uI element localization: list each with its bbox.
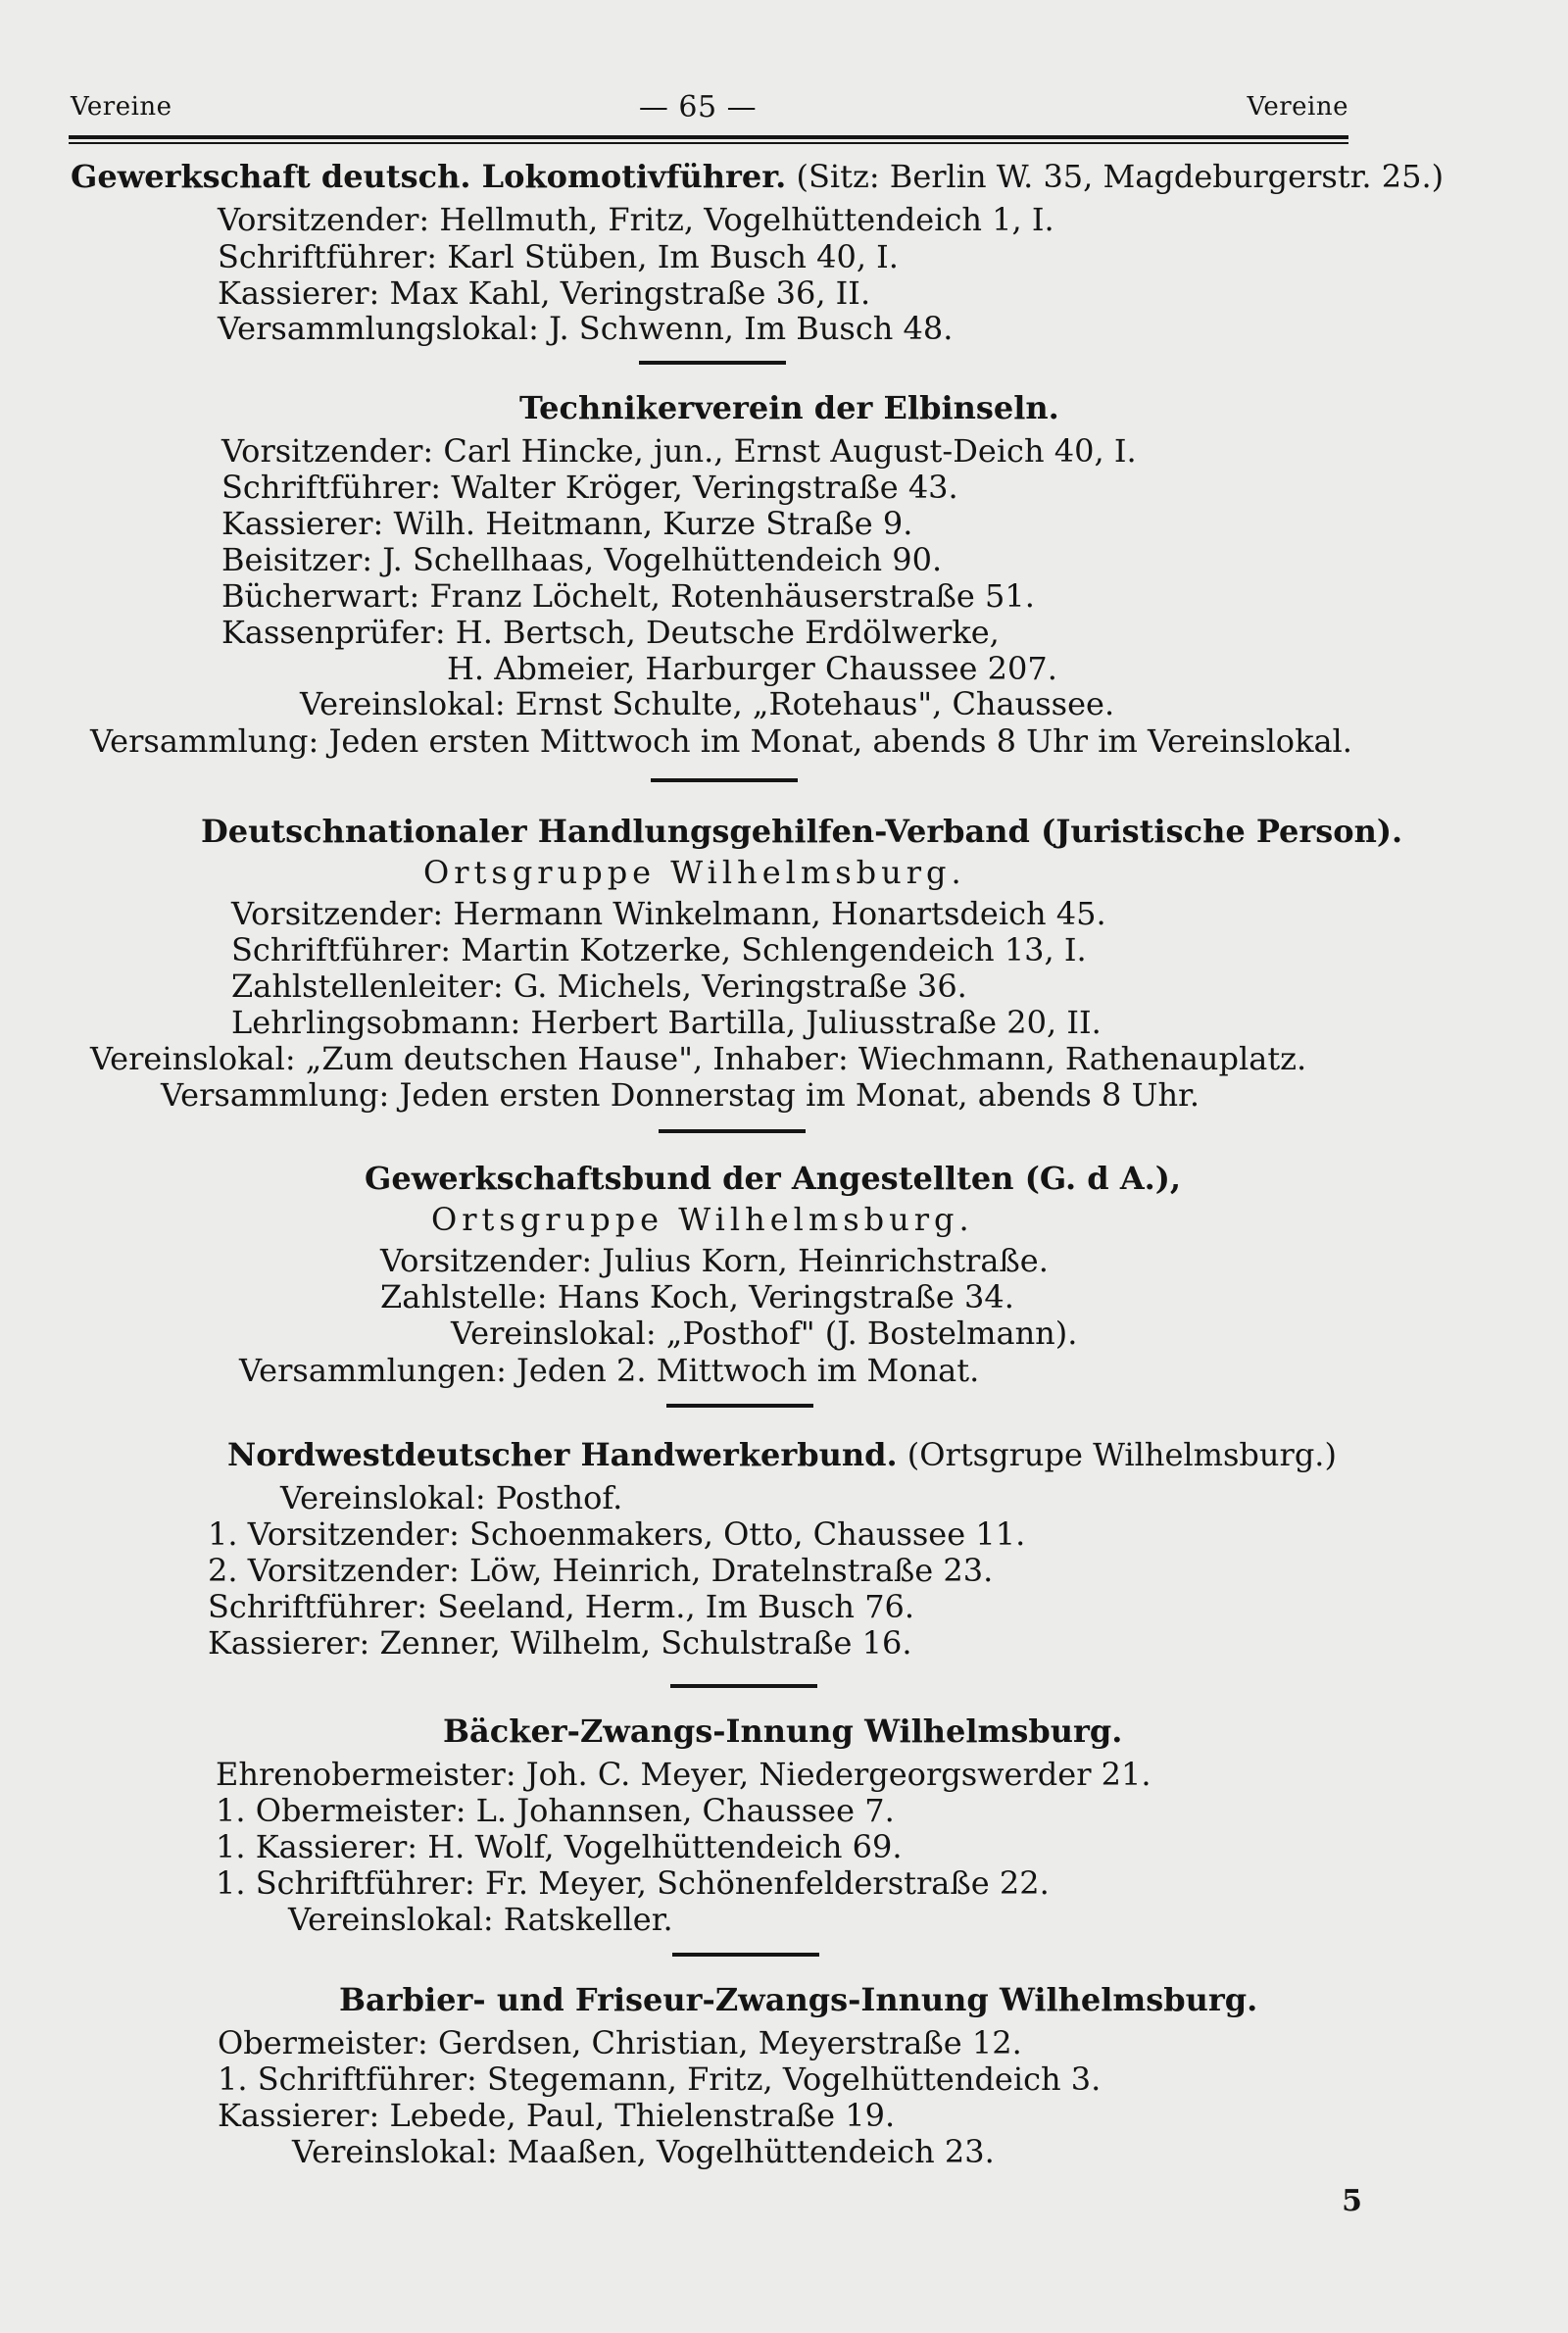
section-7-title: Barbier- und Friseur-Zwangs-Innung Wilhelmsburg.	[339, 1981, 1258, 2018]
section-7-line-4: Vereinslokal: Maaßen, Vogelhüttendeich 23.	[292, 2133, 995, 2170]
page-number: — 65 —	[638, 90, 758, 124]
section-2-line-5: Bücherwart: Franz Löchelt, Rotenhäuserstraße 51.	[221, 577, 1035, 615]
section-separator	[666, 1404, 813, 1408]
section-5-line-1: Vereinslokal: Posthof.	[280, 1479, 623, 1516]
section-5-line-3: 2. Vorsitzender: Löw, Heinrich, Dratelnstraße 23.	[208, 1552, 994, 1589]
section-separator	[651, 778, 798, 782]
section-2-line-7: H. Abmeier, Harburger Chaussee 207.	[447, 650, 1057, 687]
section-2-line-9: Versammlung: Jeden ersten Mittwoch im Monat, abends 8 Uhr im Vereinslokal.	[90, 722, 1352, 760]
section-1-line-4: Versammlungslokal: J. Schwenn, Im Busch 48.	[218, 310, 954, 347]
section-6-line-4: 1. Schriftführer: Fr. Meyer, Schönenfelderstraße 22.	[216, 1864, 1050, 1902]
section-5-title: Nordwestdeutscher Handwerkerbund.	[227, 1436, 898, 1473]
section-3-line-3: Zahlstellenleiter: G. Michels, Veringstraße 36.	[231, 968, 967, 1005]
signature-mark: 5	[1342, 2184, 1362, 2218]
section-5-line-2: 1. Vorsitzender: Schoenmakers, Otto, Chaussee 11.	[208, 1515, 1026, 1553]
section-3-line-5: Vereinslokal: „Zum deutschen Hause", Inhaber: Wiechmann, Rathenauplatz.	[90, 1040, 1307, 1077]
section-2-line-8: Vereinslokal: Ernst Schulte, „Rotehaus", Chaussee.	[300, 685, 1115, 722]
section-2-line-1: Vorsitzender: Carl Hincke, jun., Ernst August-Deich 40, I.	[221, 432, 1137, 470]
section-5-heading-row	[227, 1437, 1337, 1472]
section-1-line-1: Vorsitzender: Hellmuth, Fritz, Vogelhüttendeich 1, I.	[218, 201, 1054, 238]
section-4-subtitle: Ortsgruppe Wilhelmsburg.	[431, 1201, 974, 1238]
section-separator	[659, 1129, 806, 1133]
running-head-right: Vereine	[1247, 92, 1348, 122]
section-7-line-3: Kassierer: Lebede, Paul, Thielenstraße 19.	[218, 2097, 896, 2134]
section-6-line-2: 1. Obermeister: L. Johannsen, Chaussee 7.	[216, 1792, 895, 1829]
section-1-title-extra: (Sitz: Berlin W. 35, Magdeburgerstr. 25.)	[796, 158, 1445, 195]
section-5-line-5: Kassierer: Zenner, Wilhelm, Schulstraße 16.	[208, 1624, 912, 1662]
section-3-subtitle: Ortsgruppe Wilhelmsburg.	[423, 854, 966, 891]
section-separator	[672, 1953, 819, 1957]
section-1-title: Gewerkschaft deutsch. Lokomotivführer.	[71, 158, 787, 195]
section-separator	[639, 361, 786, 365]
section-2-line-6: Kassenprüfer: H. Bertsch, Deutsche Erdölwerke,	[221, 614, 1000, 651]
section-1-heading-row	[71, 159, 1444, 194]
section-5-line-4: Schriftführer: Seeland, Herm., Im Busch 76.	[208, 1588, 915, 1625]
section-3-line-4: Lehrlingsobmann: Herbert Bartilla, Juliusstraße 20, II.	[231, 1004, 1102, 1041]
section-4-line-1: Vorsitzender: Julius Korn, Heinrichstraße.	[380, 1242, 1049, 1279]
section-6-title: Bäcker-Zwangs-Innung Wilhelmsburg.	[443, 1713, 1123, 1750]
section-2-line-4: Beisitzer: J. Schellhaas, Vogelhüttendeich 90.	[221, 541, 943, 578]
section-4-title: Gewerkschaftsbund der Angestellten (G. d A.),	[365, 1160, 1182, 1197]
section-2-line-3: Kassierer: Wilh. Heitmann, Kurze Straße 9.	[221, 505, 913, 542]
section-1-line-3: Kassierer: Max Kahl, Veringstraße 36, II.	[218, 274, 871, 312]
section-separator	[670, 1684, 817, 1688]
section-3-line-1: Vorsitzender: Hermann Winkelmann, Honartsdeich 45.	[231, 895, 1106, 932]
section-6-line-1: Ehrenobermeister: Joh. C. Meyer, Niedergeorgswerder 21.	[216, 1756, 1152, 1793]
running-head-left: Vereine	[71, 92, 172, 122]
header-rule	[69, 135, 1348, 139]
section-1-line-2: Schriftführer: Karl Stüben, Im Busch 40, I.	[218, 238, 899, 275]
section-6-line-5: Vereinslokal: Ratskeller.	[288, 1901, 673, 1938]
section-4-line-2: Zahlstelle: Hans Koch, Veringstraße 34.	[380, 1278, 1014, 1315]
section-5-title-extra: (Ortsgrupe Wilhelmsburg.)	[906, 1436, 1337, 1473]
section-3-title: Deutschnationaler Handlungsgehilfen-Verband (Juristische Person).	[201, 813, 1403, 850]
section-4-line-3: Vereinslokal: „Posthof" (J. Bostelmann).	[451, 1315, 1078, 1352]
section-3-line-2: Schriftführer: Martin Kotzerke, Schlengendeich 13, I.	[231, 931, 1087, 968]
section-3-line-6: Versammlung: Jeden ersten Donnerstag im Monat, abends 8 Uhr.	[161, 1076, 1200, 1114]
section-2-title: Technikerverein der Elbinseln.	[519, 389, 1059, 426]
section-7-line-1: Obermeister: Gerdsen, Christian, Meyerstraße 12.	[218, 2024, 1022, 2061]
section-2-line-2: Schriftführer: Walter Kröger, Veringstraße 43.	[221, 469, 958, 506]
section-7-line-2: 1. Schriftführer: Stegemann, Fritz, Vogelhüttendeich 3.	[218, 2060, 1102, 2098]
header-rule-thin	[69, 142, 1348, 144]
section-4-line-4: Versammlungen: Jeden 2. Mittwoch im Monat.	[239, 1352, 980, 1389]
section-6-line-3: 1. Kassierer: H. Wolf, Vogelhüttendeich 69.	[216, 1828, 903, 1865]
